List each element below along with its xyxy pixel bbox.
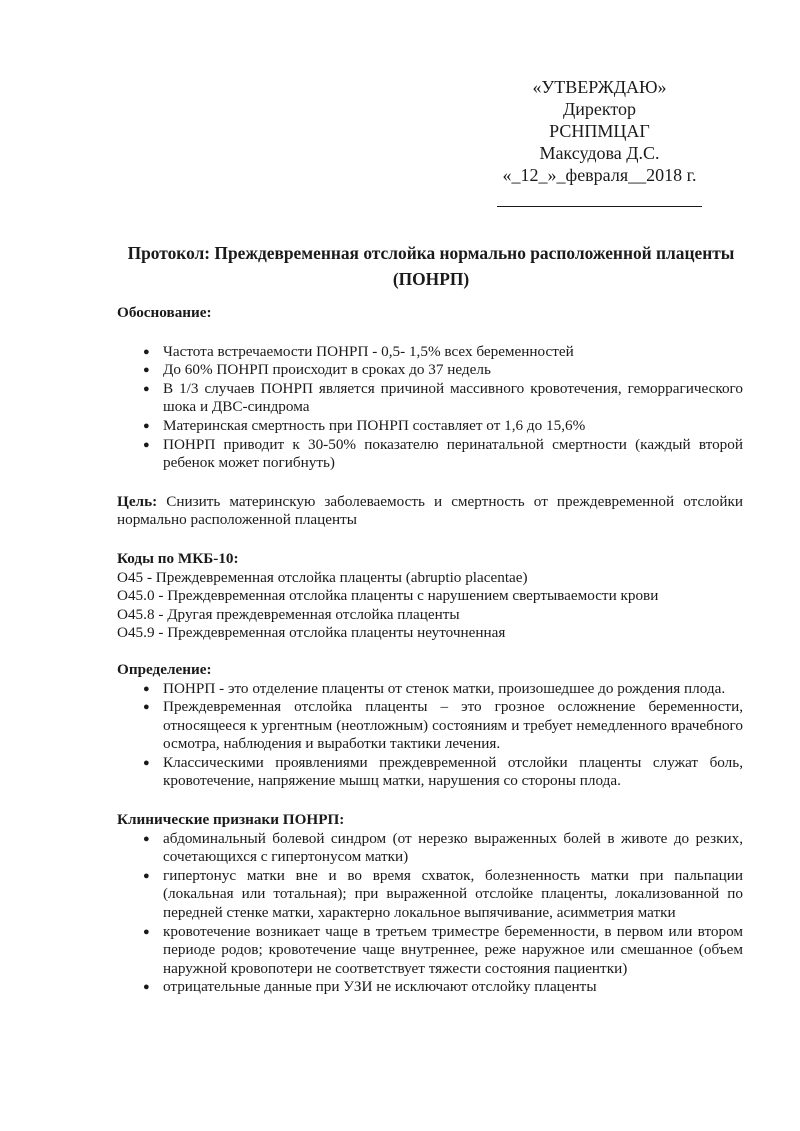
code-item: О45.0 - Преждевременная отслойка плаценты с нарушением свертываемости крови [117,587,659,605]
code-item: О45.8 - Другая преждевременная отслойка плаценты [117,605,460,623]
list-item: ● До 60% ПОНРП происходит в сроках до 37 недель [143,361,491,379]
approval-name: Максудова Д.С. [539,143,660,163]
bullet-icon: ● [143,701,150,714]
list-item: ● Преждевременная отслойка плаценты – это грозное осложнение беременности, относящееся к ургентным (неотложным) состояниям и требует немедленного врачебного осмотра, наблюдения и выработки тактики лечения. [143,698,743,753]
list-item: ● абдоминальный болевой синдром (от нерезко выраженных болей в животе до резких, сочетающихся с гипертонусом матки) [143,829,743,866]
list-item: ● В 1/3 случаев ПОНРП является причиной массивного кровотечения, геморрагического шока и ДВС-синдрома [143,379,743,416]
bullet-icon: ● [143,438,150,451]
list-item: ● Классическими проявлениями преждевременной отслойки плаценты служат боль, кровотечение, напряжение мышц матки, нарушения со стороны плода. [143,753,743,790]
bullet-icon: ● [143,869,150,882]
code-item: О45.9 - Преждевременная отслойка плаценты неуточненная [117,624,506,642]
page-title: Протокол: Преждевременная отслойка нормально расположенной плаценты (ПОНРП) [127,243,735,289]
goal-paragraph [117,493,743,530]
list-item: ● гипертонус матки вне и во время схваток, болезненность матки при пальпации (локальная или тотальная); при выраженной отслойке плаценты, локализованной по передней стенке матки, характерно локальное выпячивание, асимметрия матки [143,866,743,922]
approval-block [497,76,702,207]
goal-text: Снизить материнскую заболеваемость и смертность от преждевременной отслойки нормально расположенной плаценты [117,492,743,529]
goal-label: Цель: [117,492,158,510]
clinical-list [117,830,743,997]
list-item: ● отрицательные данные при УЗИ не исключают отслойку плаценты [143,978,597,996]
bullet-icon: ● [143,419,150,432]
rationale-heading: Обоснование: [117,304,212,321]
approval-stamp: «УТВЕРЖДАЮ» [532,77,667,97]
list-item: ● кровотечение возникает чаще в третьем триместре беременности, в первом или втором периоде родов; кровотечение чаще внутреннее, реже наружное или смешанное (объем наружной кровопотери не соответствует тяжести состояния пациентки) [143,922,743,977]
bullet-icon: ● [143,925,150,938]
list-item: ● ПОНРП приводит к 30-50% показателю перинатальной смертности (каждый второй ребенок может погибнуть) [143,435,743,472]
rationale-list [117,343,743,473]
list-item: ● ПОНРП - это отделение плаценты от стенок матки, произошедшее до рождения плода. [143,679,726,697]
definition-heading: Определение: [117,660,212,678]
signature-line [497,190,702,207]
list-item: ● Материнская смертность при ПОНРП составляет от 1,6 до 15,6% [143,416,586,434]
bullet-icon: ● [143,682,150,695]
list-item: ● Частота встречаемости ПОНРП - 0,5- 1,5% всех беременностей [143,342,574,360]
bullet-icon: ● [143,364,150,377]
bullet-icon: ● [143,756,150,769]
approval-position: Директор [562,99,637,119]
approval-date: «_12_»_февраля__2018 г. [502,165,697,185]
approval-organization: РСНПМЦАГ [549,121,650,141]
bullet-icon: ● [143,382,150,395]
codes-list [117,569,743,643]
bullet-icon: ● [143,345,150,358]
document-body [117,304,743,997]
bullet-icon: ● [143,981,150,994]
clinical-heading: Клинические признаки ПОНРП: [117,811,345,829]
bullet-icon: ● [143,832,150,845]
code-item: О45 - Преждевременная отслойка плаценты (abruptio placentae) [117,568,528,586]
definition-list [117,680,743,792]
codes-heading: Коды по МКБ-10: [117,549,239,567]
